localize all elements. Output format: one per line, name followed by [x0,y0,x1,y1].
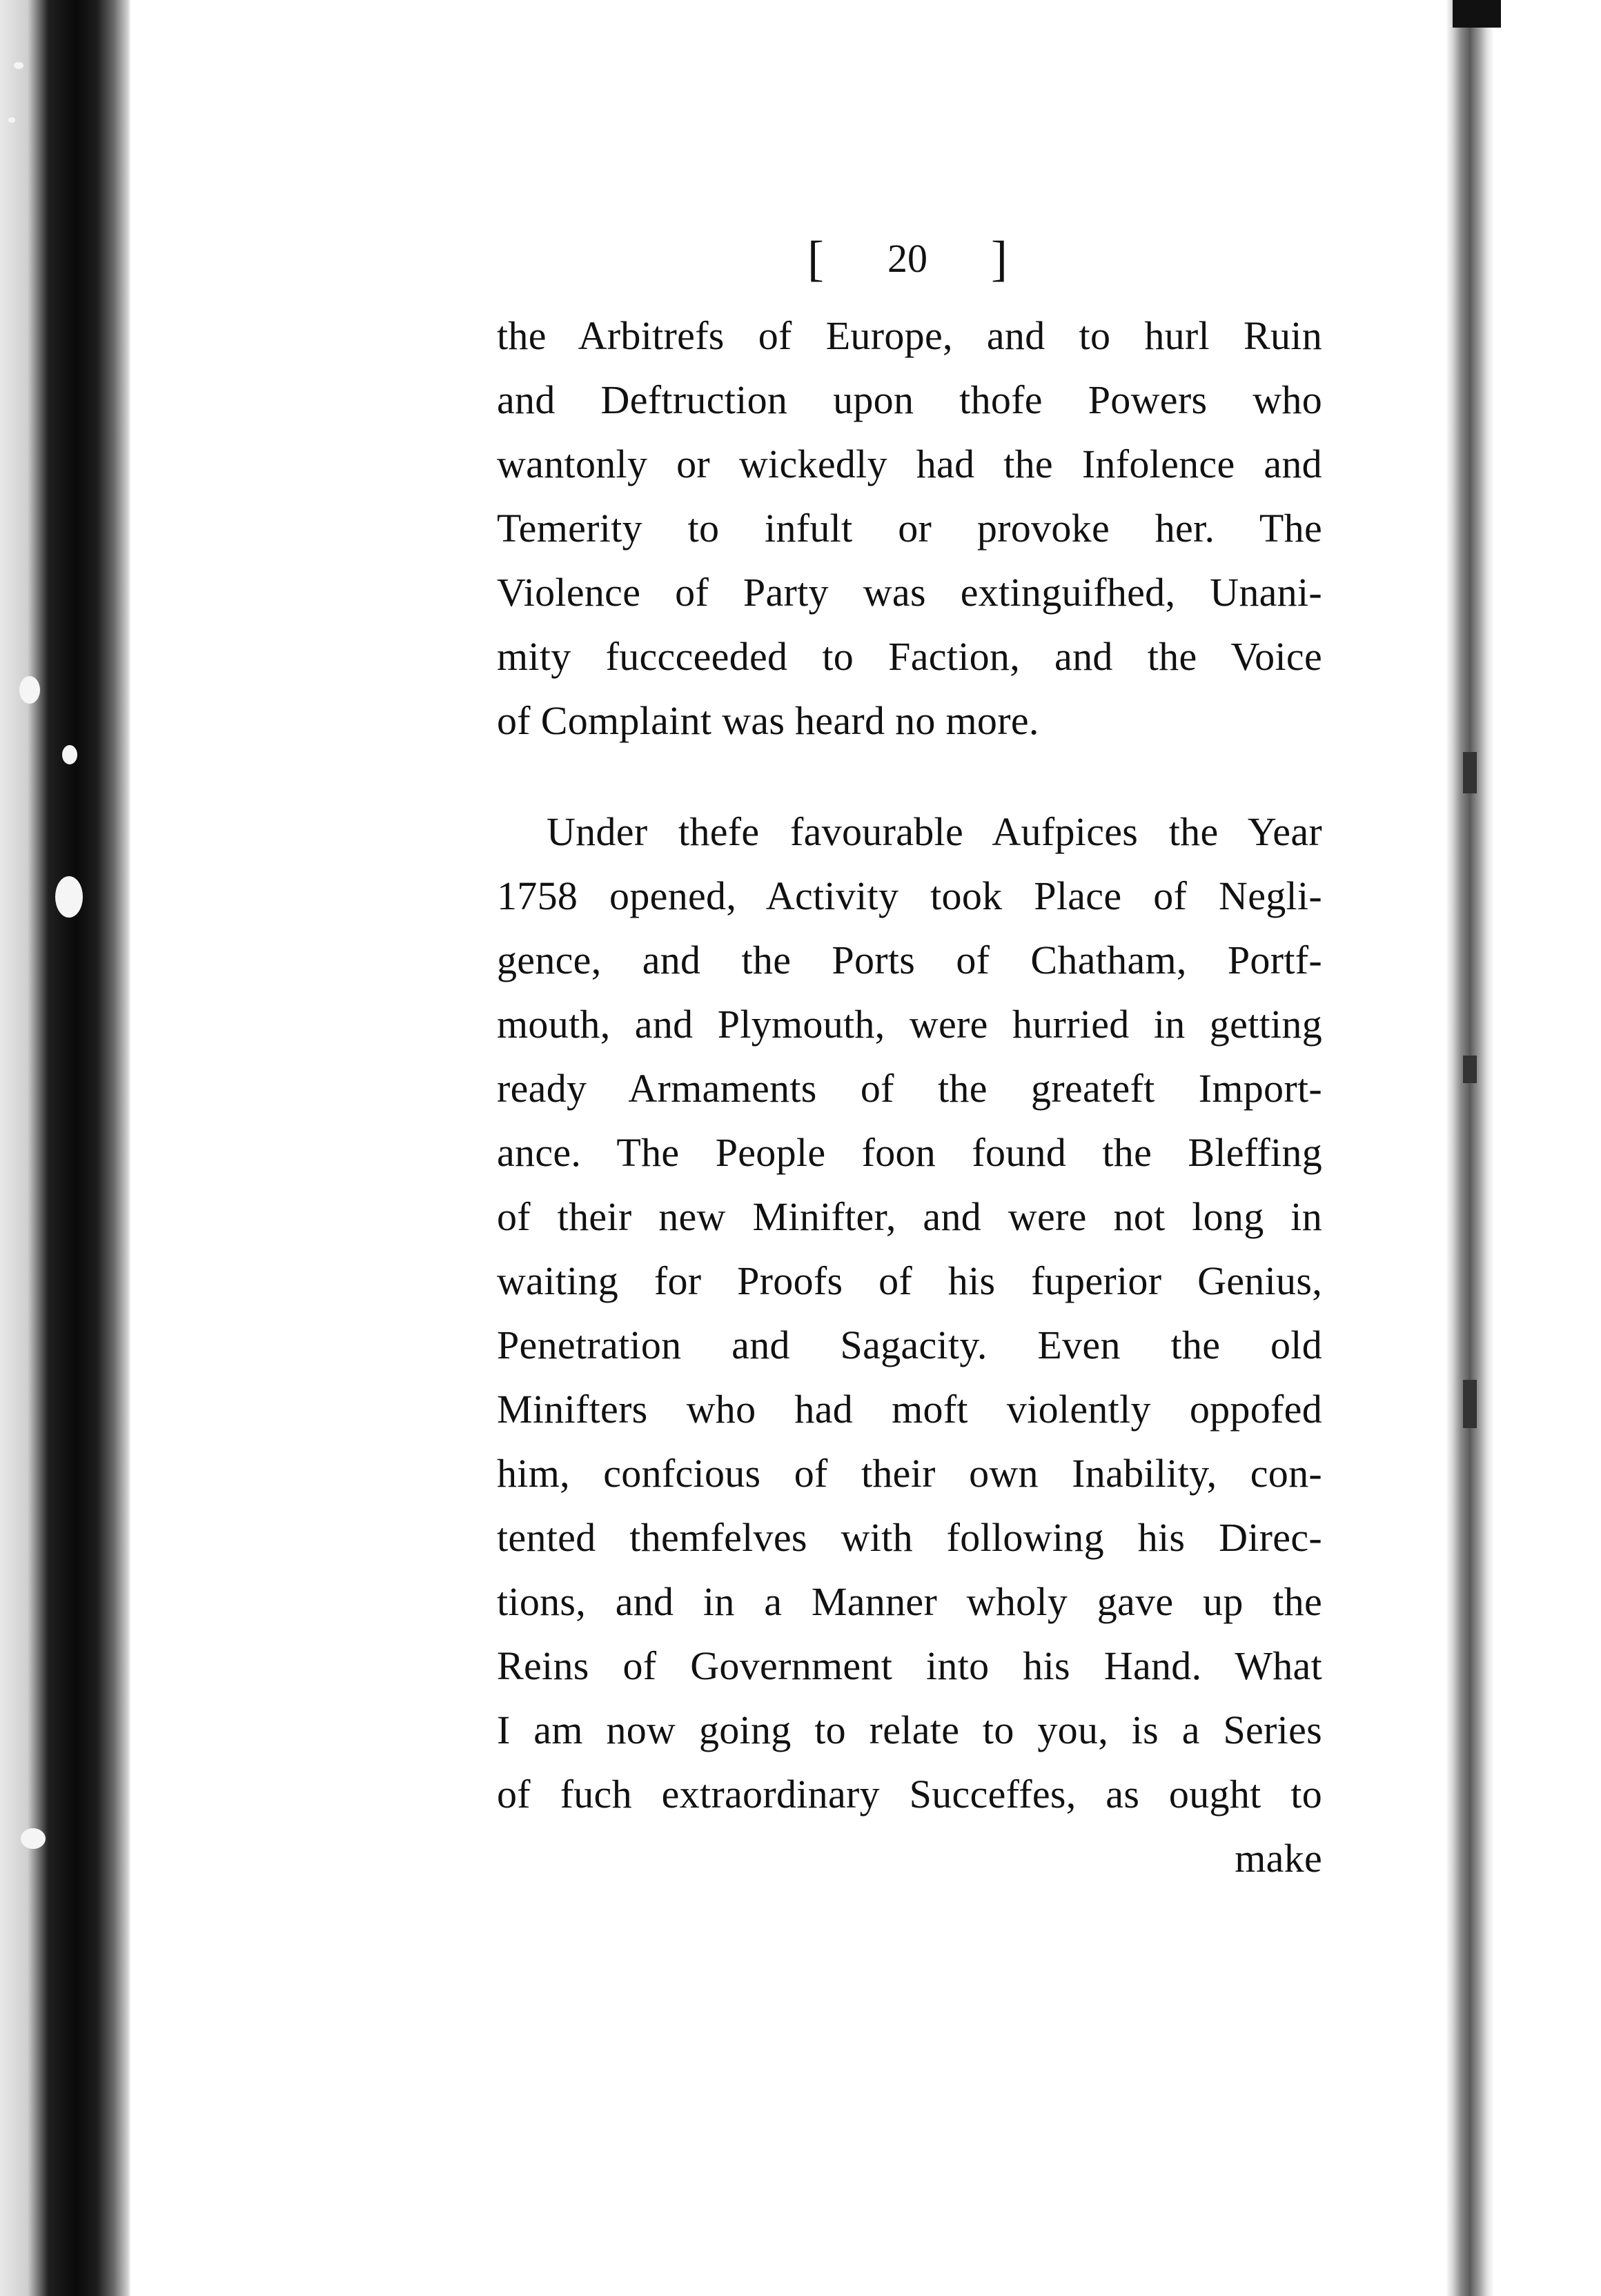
page-number: 20 [887,236,927,281]
text-line: of their new Minifter, and were not long in [497,1194,1322,1239]
text-line: wantonly or wickedly had the Infolence and [497,442,1322,486]
bracket-close: ] [991,231,1008,286]
text-line: Violence of Party was extinguifhed, Unani- [497,570,1322,615]
text-line: I am now going to relate to you, is a Series [497,1708,1322,1752]
paragraph-1 [497,304,1322,753]
text-line: him, confcious of their own Inability, con- [497,1451,1322,1496]
book-binding-left [0,0,131,2296]
text-line: mouth, and Plymouth, were hurried in getting [497,1002,1322,1047]
page-edge-corner [1453,0,1501,28]
text-line: mity fuccceeded to Faction, and the Voice [497,634,1322,679]
text-line: Minifters who had moft violently oppofed [497,1387,1322,1432]
text-line: of Complaint was heard no more. [497,698,1039,743]
bracket-open: [ [807,231,824,286]
text-line: Under thefe favourable Aufpices the Year [547,809,1322,854]
text-line: tented themfelves with following his Direc- [497,1515,1322,1560]
catchword: make [1235,1836,1322,1881]
text-line: 1758 opened, Activity took Place of Negli- [497,873,1322,918]
text-line: and Deftruction upon thofe Powers who [497,377,1322,422]
text-line: ready Armaments of the greateft Import- [497,1066,1322,1111]
page-edge-mark [1463,1380,1477,1428]
text-line: Reins of Government into his Hand. What [497,1643,1322,1688]
page-edge-mark [1463,752,1477,793]
page-edge-mark [1463,1056,1477,1083]
body-text [497,304,1322,1890]
page-number-header [807,228,1008,290]
text-line: the Arbitrefs of Europe, and to hurl Ruin [497,313,1322,358]
text-line: ance. The People foon found the Bleffing [497,1130,1322,1175]
text-line: of fuch extraordinary Succeffes, as ought to [497,1772,1322,1817]
paragraph-gap [497,753,1322,800]
paragraph-2 [497,800,1322,1826]
text-line: Penetration and Sagacity. Even the old [497,1323,1322,1367]
text-line: waiting for Proofs of his fuperior Genius, [497,1258,1322,1303]
text-line: Temerity to infult or provoke her. The [497,506,1322,551]
text-line: tions, and in a Manner wholy gave up the [497,1579,1322,1624]
page-edge-right [1446,0,1494,2296]
text-line: gence, and the Ports of Chatham, Portf- [497,938,1322,982]
